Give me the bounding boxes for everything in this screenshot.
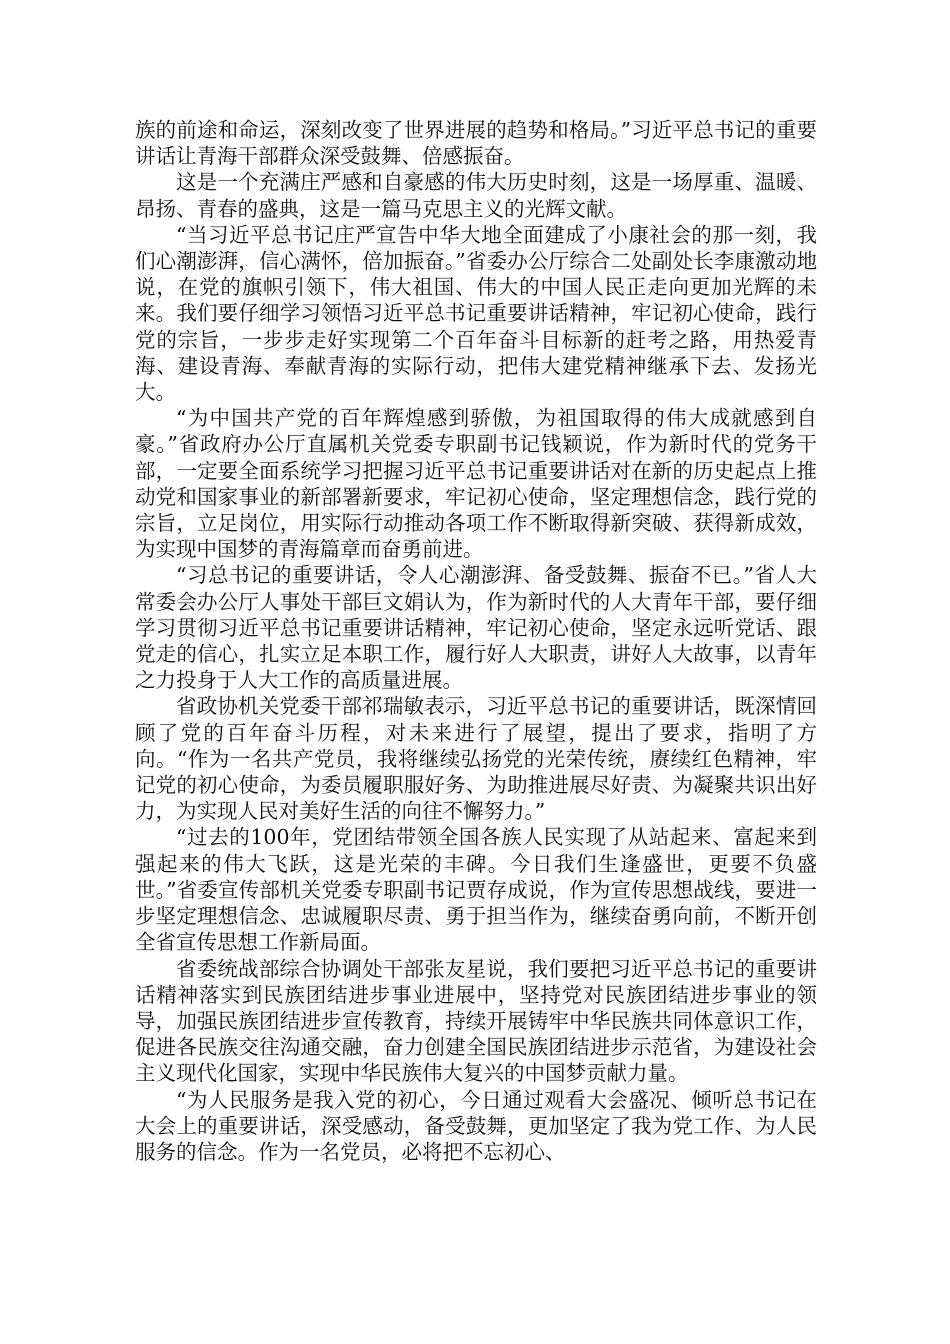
- paragraph: “为中国共产党的百年辉煌感到骄傲，为祖国取得的伟大成就感到自豪。”省政府办公厅直属机关党委专职副书记钱颖说，作为新时代的党务干部，一定要全面系统学习把握习近平总书记重要讲话对在新的历史起点上推动党和国家事业的新部署新要求，牢记初心使命，坚定理想信念，践行党的宗旨，立足岗位，用实际行动推动各项工作不断取得新突破、获得新成效，为实现中国梦的青海篇章而奋勇前进。: [135, 406, 817, 562]
- paragraph: “为人民服务是我入党的初心，今日通过观看大会盛况、倾听总书记在大会上的重要讲话，深受感动，备受鼓舞，更加坚定了我为党工作、为人民服务的信念。作为一名党员，必将把不忘初心、: [135, 1087, 817, 1164]
- article-body: [135, 117, 817, 1165]
- paragraph: 省委统战部综合协调处干部张友星说，我们要把习近平总书记的重要讲话精神落实到民族团结进步事业进展中，坚持党对民族团结进步事业的领导，加强民族团结进步宣传教育，持续开展铸牢中华民族共同体意识工作，促进各民族交往沟通交融，奋力创建全国民族团结进步示范省，为建设社会主义现代化国家，实现中华民族伟大复兴的中国梦贡献力量。: [135, 956, 817, 1086]
- paragraph-continued: 族的前途和命运，深刻改变了世界进展的趋势和格局。”习近平总书记的重要讲话让青海干部群众深受鼓舞、倍感振奋。: [135, 118, 817, 169]
- paragraph: “当习近平总书记庄严宣告中华大地全面建成了小康社会的那一刻，我们心潮澎湃，信心满怀，倍加振奋。”省委办公厅综合二处副处长李康激动地说，在党的旗帜引领下，伟大祖国、伟大的中国人民正走向更加光辉的未来。我们要仔细学习领悟习近平总书记重要讲话精神，牢记初心使命，践行党的宗旨，一步步走好实现第二个百年奋斗目标新的赶考之路，用热爱青海、建设青海、奉献青海的实际行动，把伟大建党精神继承下去、发扬光大。: [135, 222, 817, 405]
- paragraph: 这是一个充满庄严感和自豪感的伟大历史时刻，这是一场厚重、温暖、昂扬、青春的盛典，这是一篇马克思主义的光辉文献。: [135, 170, 817, 221]
- paragraph: 省政协机关党委干部祁瑞敏表示，习近平总书记的重要讲话，既深情回顾了党的百年奋斗历程，对未来进行了展望，提出了要求，指明了方向。“作为一名共产党员，我将继续弘扬党的光荣传统，赓续红色精神，牢记党的初心使命，为委员履职服好务、为助推进展尽好责、为凝聚共识出好力，为实现人民对美好生活的向往不懈努力。”: [135, 694, 817, 824]
- paragraph: “习总书记的重要讲话，令人心潮澎湃、备受鼓舞、振奋不已。”省人大常委会办公厅人事处干部巨文娟认为，作为新时代的人大青年干部，要仔细学习贯彻习近平总书记重要讲话精神，牢记初心使命，坚定永远听党话、跟党走的信心，扎实立足本职工作，履行好人大职责，讲好人大故事，以青年之力投身于人大工作的高质量进展。: [135, 563, 817, 693]
- paragraph: “过去的100年，党团结带领全国各族人民实现了从站起来、富起来到强起来的伟大飞跃，这是光荣的丰碑。今日我们生逢盛世，更要不负盛世。”省委宣传部机关党委专职副书记贾存成说，作为宣传思想战线，要进一步坚定理想信念、忠诚履职尽责、勇于担当作为，继续奋勇向前，不断开创全省宣传思想工作新局面。: [135, 825, 817, 955]
